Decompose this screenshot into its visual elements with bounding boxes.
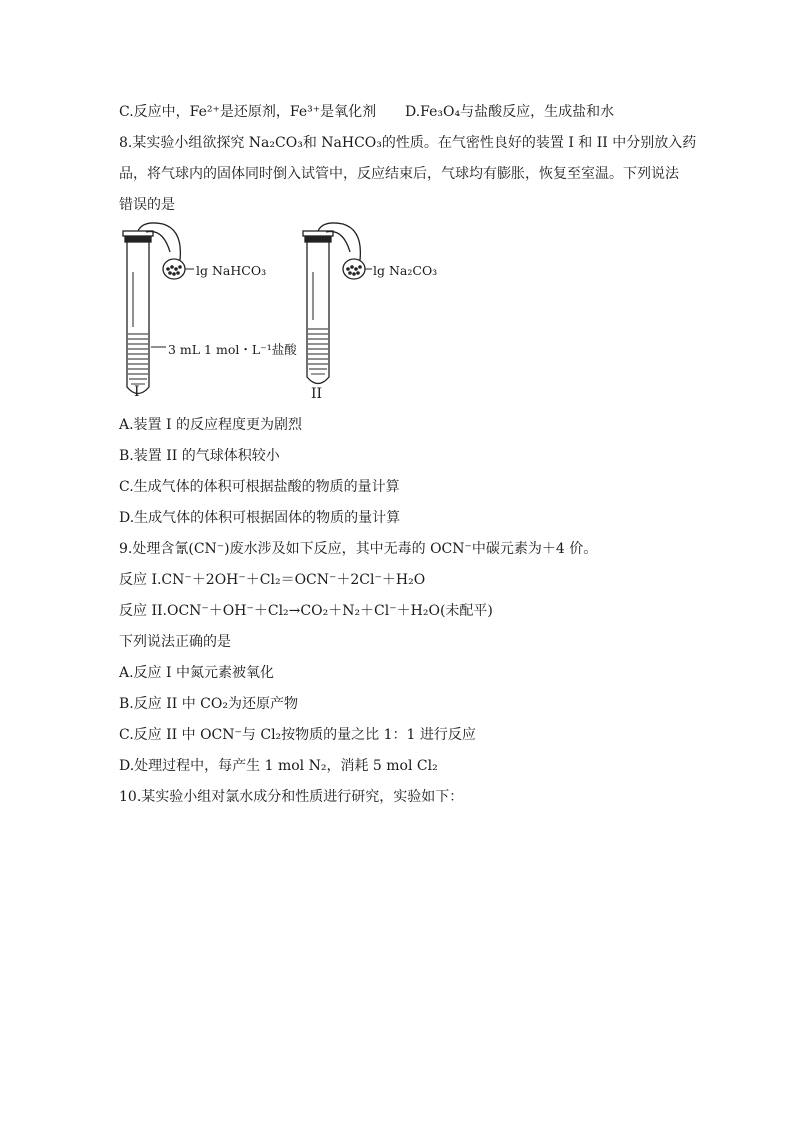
- stopper-I: [125, 236, 151, 242]
- q9-stem: 9.处理含氰(CN⁻)废水涉及如下反应，其中无毒的 OCN⁻中碳元素为＋4 价。: [119, 541, 598, 557]
- label-apparatus-II: II: [311, 386, 323, 402]
- q8-option-b: B.装置 II 的气球体积较小: [119, 448, 280, 464]
- q9-option-c: C.反应 II 中 OCN⁻与 Cl₂按物质的量之比 1：1 进行反应: [119, 727, 476, 743]
- label-acid: 3 mL 1 mol・L⁻¹盐酸: [168, 342, 297, 357]
- q9-option-a: A.反应 I 中氮元素被氧化: [119, 665, 274, 681]
- solid-powder-II: [346, 265, 362, 276]
- stopper-II: [305, 236, 331, 242]
- test-tube-I: [127, 242, 149, 394]
- q8-option-d: D.生成气体的体积可根据固体的物质的量计算: [119, 510, 401, 526]
- test-tube-diagram: [118, 222, 448, 412]
- q8-stem-line-2: 品，将气球内的固体同时倒入试管中，反应结束后，气球均有膨胀，恢复至室温。下列说法: [119, 166, 679, 182]
- q8-stem-line-3: 错误的是: [119, 197, 175, 213]
- acid-liquid-I: [128, 334, 148, 384]
- test-tube-II: [307, 242, 329, 384]
- q9-reaction-1: 反应 I.CN⁻＋2OH⁻＋Cl₂＝OCN⁻＋2Cl⁻＋H₂O: [119, 572, 426, 588]
- q7-option-c: C.反应中，Fe²⁺是还原剂，Fe³⁺是氧化剂: [119, 104, 377, 120]
- solid-powder-I: [166, 265, 182, 276]
- q9-reaction-2: 反应 II.OCN⁻＋OH⁻＋Cl₂→CO₂＋N₂＋Cl⁻＋H₂O(未配平): [119, 603, 493, 619]
- q10-stem: 10.某实验小组对氯水成分和性质进行研究，实验如下：: [119, 789, 464, 805]
- apparatus-II: [303, 223, 372, 384]
- q7-option-d: D.Fe₃O₄与盐酸反应，生成盐和水: [405, 104, 615, 120]
- label-apparatus-I: I: [134, 384, 140, 400]
- q8-stem-line-1: 8.某实验小组欲探究 Na₂CO₃和 NaHCO₃的性质。在气密性良好的装置 I 和 II 中分别放入药: [119, 135, 697, 151]
- q9-question: 下列说法正确的是: [119, 634, 231, 650]
- label-nahco3: lg NaHCO₃: [196, 263, 267, 278]
- apparatus-I: [123, 223, 194, 394]
- q9-option-b: B.反应 II 中 CO₂为还原产物: [119, 696, 298, 712]
- q9-option-d: D.处理过程中，每产生 1 mol N₂，消耗 5 mol Cl₂: [119, 758, 438, 774]
- apparatus-figure: [118, 222, 448, 412]
- q8-option-a: A.装置 I 的反应程度更为剧烈: [119, 417, 302, 433]
- acid-liquid-II: [308, 329, 328, 374]
- q8-option-c: C.生成气体的体积可根据盐酸的物质的量计算: [119, 479, 400, 495]
- label-na2co3: lg Na₂CO₃: [373, 263, 438, 278]
